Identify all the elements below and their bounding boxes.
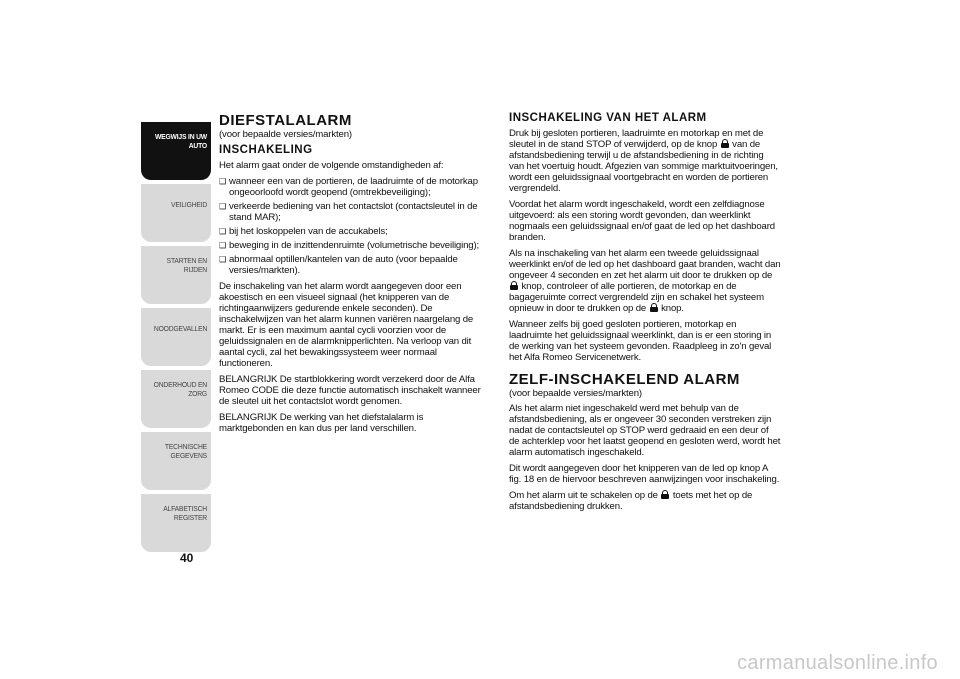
section-heading: INSCHAKELING <box>219 144 313 156</box>
page-number: 40 <box>180 551 194 565</box>
paragraph <box>509 248 781 314</box>
section-title: DIEFSTALALARM <box>219 112 352 129</box>
tab-label: ALFABETISCH REGISTER <box>163 504 207 522</box>
unlock-icon <box>510 281 518 290</box>
section-title: ZELF-INSCHAKELEND ALARM <box>509 371 740 388</box>
tab-veiligheid[interactable] <box>141 184 211 242</box>
tab-wegwijs[interactable] <box>141 122 211 180</box>
list-item: ❑ abnormaal optillen/kantelen van de auto (voor bepaalde versies/markten). <box>219 254 489 276</box>
text-run: Als na inschakeling van het alarm een tweede geluidssignaal weerklinkt en/of de led op het dashboard gaat branden, wacht dan ongeveer 4 seconden en zet het alarm uit door te drukken op de <box>509 248 781 281</box>
paragraph <box>509 128 781 194</box>
tab-label: ONDERHOUD EN ZORG <box>153 380 207 398</box>
list-item: ❑ wanneer een van de portieren, de laadruimte of de motorkap ongeoorloofd wordt geopend (omtrekbeveiliging); <box>219 176 489 198</box>
paragraph: Wanneer zelfs bij goed gesloten portieren, motorkap en laadruimte het geluidssignaal weerklinkt, dan is er een storing in de werking van het systeem gevonden. Raadpleeg in zo'n geval het Alfa Romeo Servicenetwerk. <box>509 319 772 363</box>
section-subtitle: (voor bepaalde versies/markten) <box>509 388 642 399</box>
list-item: ❑ beweging in de inzittendenruimte (volumetrische beveiliging); <box>219 240 489 251</box>
section-heading: INSCHAKELING VAN HET ALARM <box>509 112 707 124</box>
text-run: knop, controleer of alle portieren, de motorkap en de bagageruimte correct vergrendeld zijn en schakel het systeem opnieuw in door te drukken op de <box>509 281 764 314</box>
unlock-icon <box>661 490 669 499</box>
paragraph: Het alarm gaat onder de volgende omstandigheden af: <box>219 160 444 171</box>
tab-alfabetisch[interactable] <box>141 494 211 552</box>
tab-starten[interactable] <box>141 246 211 304</box>
tab-onderhoud[interactable] <box>141 370 211 428</box>
tab-label: NOODGEVALLEN <box>153 324 207 333</box>
tab-label: VEILIGHEID <box>170 200 207 209</box>
paragraph <box>509 490 781 512</box>
section-subtitle: (voor bepaalde versies/markten) <box>219 129 352 140</box>
tab-label: WEGWIJS IN UW AUTO <box>154 132 207 150</box>
sidebar-tabs <box>141 122 211 556</box>
text-run: knop. <box>661 303 684 314</box>
paragraph: Voordat het alarm wordt ingeschakeld, wordt een zelfdiagnose uitgevoerd: als een storing wordt gevonden, dan weerklinkt nogmaals een geluidssignaal en/of gaat de led op het dashboard branden. <box>509 199 775 243</box>
paragraph: Als het alarm niet ingeschakeld werd met behulp van de afstandsbediening, als er ongeveer 30 seconden verstreken zijn nadat de contactsleutel op STOP werd gedraaid en een deur of de achterklep voor het laatst geopend en gesloten werd, wordt het alarm automatisch ingeschakeld. <box>509 403 781 458</box>
list-item: ❑ verkeerde bediening van het contactslot (contactsleutel in de stand MAR); <box>219 201 489 223</box>
tab-technische[interactable] <box>141 432 211 490</box>
tab-label: TECHNISCHE GEGEVENS <box>164 442 207 460</box>
list-item: ❑ bij het loskoppelen van de accukabels; <box>219 226 489 237</box>
watermark: carmanualsonline.info <box>737 652 938 674</box>
paragraph: BELANGRIJK De werking van het diefstalalarm is marktgebonden en kan dus per land verschillen. <box>219 412 424 434</box>
paragraph: Dit wordt aangegeven door het knipperen van de led op knop A fig. 18 en de hiervoor beschreven aanwijzingen voor inschakeling. <box>509 463 780 485</box>
text-run: toets met het op de afstandsbediening drukken. <box>509 490 753 512</box>
paragraph: BELANGRIJK De startblokkering wordt verzekerd door de Alfa Romeo CODE die deze functie automatisch inschakelt wanneer de sleutel uit het contactslot wordt genomen. <box>219 374 481 407</box>
paragraph: De inschakeling van het alarm wordt aangegeven door een akoestisch en een visueel signaal (het knipperen van de richtingaanwijzers gedurende enkele seconden). De inschakelwijzen van het alarm kunnen variëren naargelang de markt. Er is een maximum aantal cycli voorzien voor de geluidssignalen en de alarmknipperlichten. Na verloop van dit aantal cycli, zal het bewakingssysteem weer normaal functioneren. <box>219 281 474 369</box>
text-run: Druk bij gesloten portieren, laadruimte en motorkap en met de sleutel in de stand STOP of verwijderd, op de knop <box>509 128 764 150</box>
right-column <box>509 112 781 517</box>
text-run: van de afstandsbediening terwijl u de afstandsbediening in de richting van het voertuig houdt. Afgezien van sommige marktuitvoeringen, wordt een geluidssignaal voortgebracht en worden de portieren vergrendeld. <box>509 139 778 194</box>
bullet-list <box>219 176 489 276</box>
tab-label: STARTEN EN RIJDEN <box>166 256 207 274</box>
text-run: Om het alarm uit te schakelen op de <box>509 490 658 501</box>
left-column <box>219 112 489 439</box>
tab-noodgevallen[interactable] <box>141 308 211 366</box>
lock-icon <box>721 139 729 148</box>
lock-icon <box>650 303 658 312</box>
